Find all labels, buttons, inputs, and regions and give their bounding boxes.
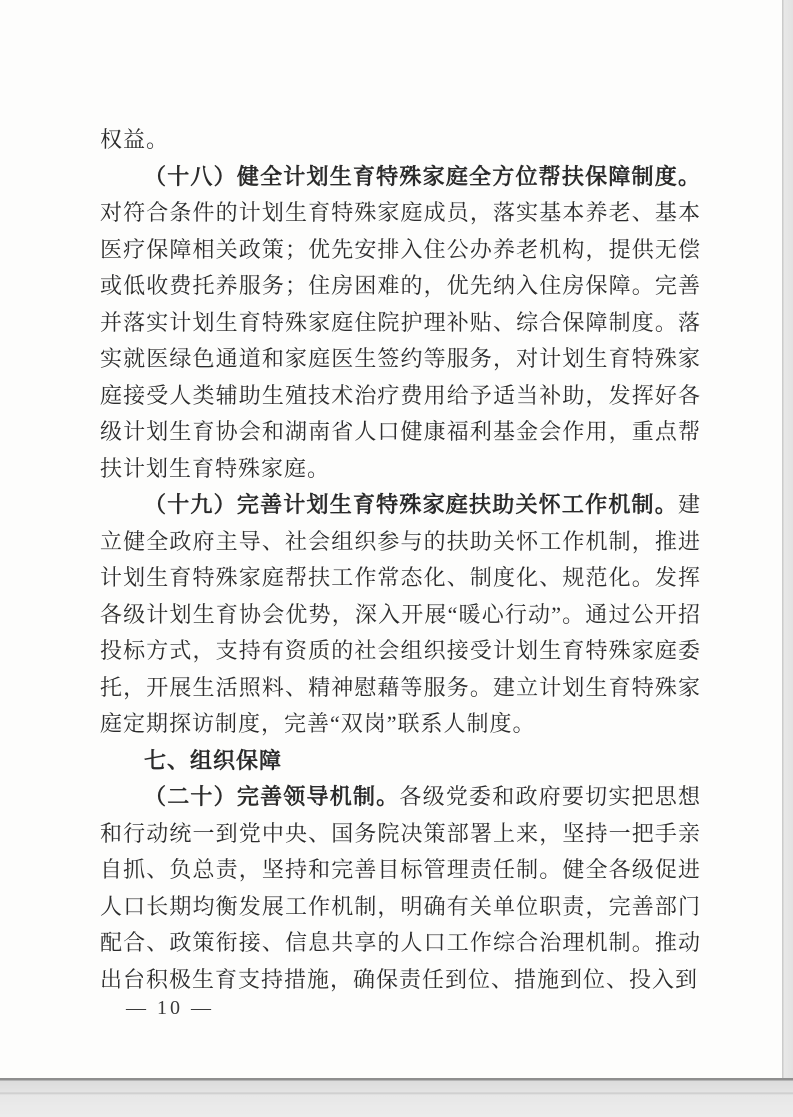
scan-edge-right <box>782 0 793 1117</box>
scan-edge-bottom <box>0 1078 793 1117</box>
paragraph-section-20-body: 各级党委和政府要切实把思想和行动统一到党中央、国务院决策部署上来，坚持一把手亲自抓、负总责，坚持和完善目标管理责任制。健全各级促进人口长期均衡发展工作机制，明确有关单位职责，完善部门配合、政策衔接、信息共享的人口工作综合治理机制。推动出台积极生育支持措施，确保责任到位、措施到位、投入到 <box>100 784 701 992</box>
paragraph-section-19-lead: （十九）完善计划生育特殊家庭扶助关怀工作机制。 <box>144 492 678 517</box>
section-heading-organization-guarantee: 七、组织保障 <box>144 747 283 773</box>
paragraph-section-18 <box>100 159 701 488</box>
paragraph-continuation: 权益。 <box>100 127 170 152</box>
paragraph-section-18-lead: （十八）健全计划生育特殊家庭全方位帮扶保障制度。 <box>144 163 701 189</box>
paragraph-section-19 <box>100 487 701 743</box>
paragraph-section-19-body: 建立健全政府主导、社会组织参与的扶助关怀工作机制，推进计划生育特殊家庭帮扶工作常态化、制度化、规范化。发挥各级计划生育协会优势，深入开展“暖心行动”。通过公开招投标方式，支持有资质的社会组织接受计划生育特殊家庭委托，开展生活照料、精神慰藉等服务。建立计划生育特殊家庭定期探访制度，完善“双岗”联系人制度。 <box>100 492 701 736</box>
page-number: — 10 — <box>126 997 214 1019</box>
paragraph-section-20-lead: （二十）完善领导机制。 <box>144 784 400 809</box>
paragraph-section-18-body: 对符合条件的计划生育特殊家庭成员，落实基本养老、基本医疗保障相关政策；优先安排入住公办养老机构，提供无偿或低收费托养服务；住房困难的，优先纳入住房保障。完善并落实计划生育特殊家庭住院护理补贴、综合保障制度。落实就医绿色通道和家庭医生签约等服务，对计划生育特殊家庭接受人类辅助生殖技术治疗费用给予适当补助，发挥好各级计划生育协会和湖南省人口健康福利基金会作用，重点帮扶计划生育特殊家庭。 <box>100 200 701 481</box>
paragraph-section-20 <box>100 779 701 998</box>
